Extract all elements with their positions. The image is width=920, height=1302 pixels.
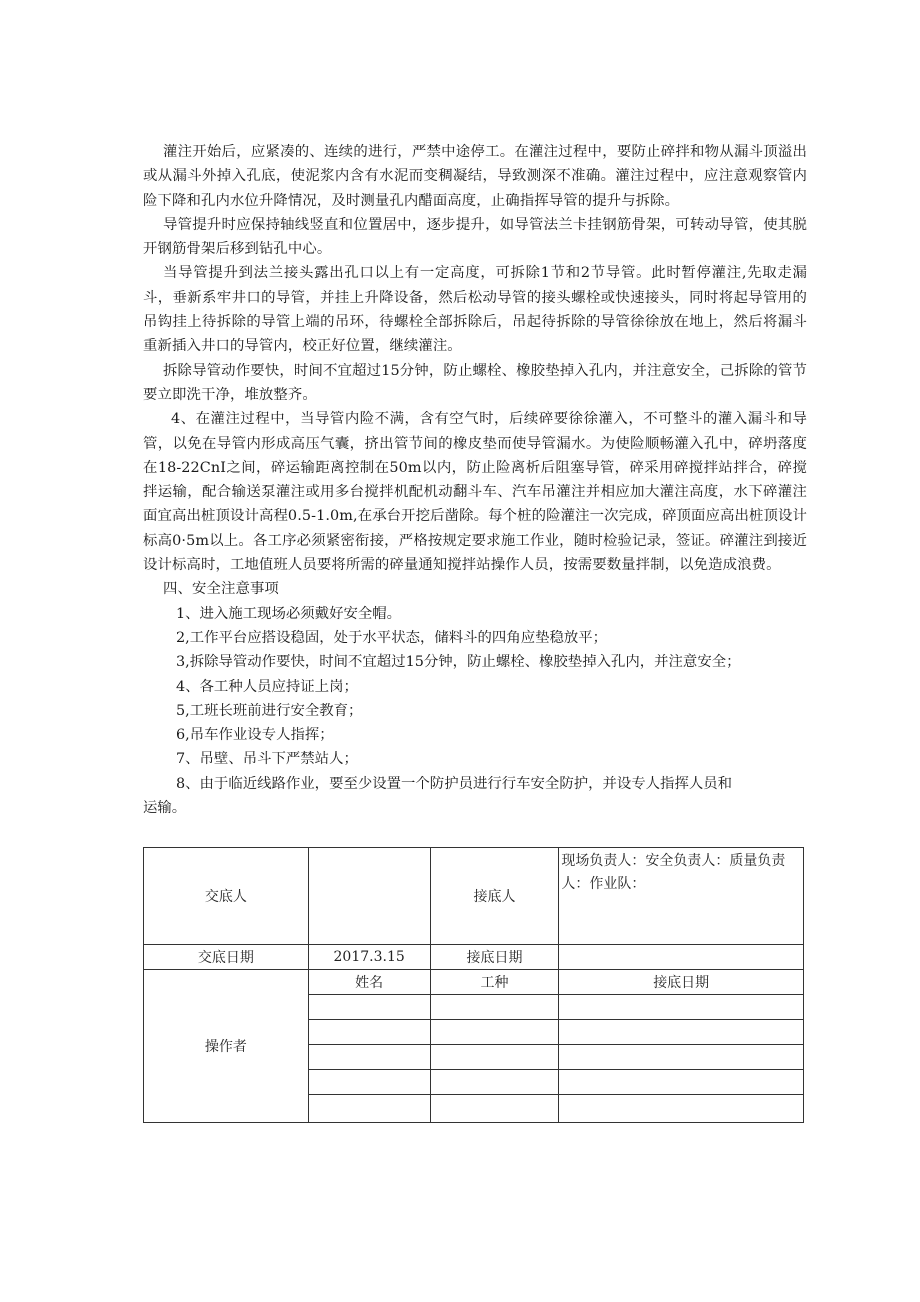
- table-cell: [308, 1045, 430, 1070]
- table-cell: [430, 1070, 559, 1095]
- receiver-label: 接底人: [430, 848, 559, 945]
- table-cell: [559, 1020, 804, 1045]
- receive-date-label: 接底日期: [430, 945, 559, 970]
- col-trade-header: 工种: [430, 970, 559, 995]
- handover-date-label: 交底日期: [144, 945, 309, 970]
- col-receive-date-header: 接底日期: [559, 970, 804, 995]
- paragraph-4: 拆除导管动作要快，时间不宜超过15分钟，防止螺栓、橡胶垫掉入孔内，并注意安全，己拆除的管节要立即洗干净，堆放整齐。: [143, 362, 807, 403]
- table-cell: [308, 995, 430, 1020]
- safety-item: 3,拆除导管动作要快，时间不宜超过15分钟，防止螺栓、橡胶垫掉入孔内，并注意安全；: [176, 654, 741, 671]
- safety-item: 8、由于临近线路作业，要至少设置一个防护员进行行车安全防护，并设专人指挥人员和: [176, 775, 733, 792]
- safety-item: 4、各工种人员应持证上岗；: [176, 678, 358, 695]
- table-cell: [559, 1095, 804, 1123]
- paragraph-2: 导管提升时应保持轴线竖直和位置居中，逐步提升，如导管法兰卡挂钢筋骨架，可转动导管，使其脱开钢筋骨架后移到钻孔中心。: [143, 216, 807, 258]
- handover-person-value: [308, 848, 430, 945]
- handover-person-label: 交底人: [144, 848, 309, 945]
- col-name-header: 姓名: [308, 970, 430, 995]
- document-body: [143, 140, 807, 820]
- safety-item: 1、进入施工现场必须戴好安全帽。: [176, 605, 402, 622]
- table-cell: [430, 995, 559, 1020]
- table-cell: [430, 1045, 559, 1070]
- handover-date-value: 2017.3.15: [308, 945, 430, 970]
- table-cell: [308, 1095, 430, 1123]
- paragraph-5: 4、在灌注过程中，当导管内险不满，含有空气时，后续碎要徐徐灌入，不可整斗的灌入漏斗和导管，以免在导管内形成高压气囊，挤出管节间的橡皮垫而使导管漏水。为使险顺畅灌入孔中，碎坍落度在18-22CnI之间，碎运输距离控制在50m以内，防止险离析后阻塞导管，碎采用碎搅拌站拌合，碎搅拌运输，配合输送泵灌注或用多台搅拌机配机动翻斗车、汽车吊灌注并相应加大灌注高度，水下碎灌注面宜高出桩顶设计高程0.5-1.0m,在承台开挖后凿除。每个桩的险灌注一次完成，碎顶面应高出桩顶设计标高0·5m以上。各工序必须紧密衔接，严格按规定要求施工作业，随时检验记录，签证。碎灌注到接近设计标高时，工地值班人员要将所需的碎量通知搅拌站操作人员，按需要数量拌制，以免造成浪费。: [143, 411, 807, 574]
- safety-item: 5,工班长班前进行安全教育；: [176, 702, 363, 719]
- safety-heading: 四、安全注意事项: [163, 581, 279, 598]
- responsible-persons: 现场负责人：安全负责人：质量负责人：作业队：: [559, 848, 804, 945]
- safety-item: 2,工作平台应搭设稳固，处于水平状态，储料斗的四角应垫稳放平；: [176, 629, 608, 646]
- safety-item-continued: 运输。: [143, 800, 187, 817]
- table-cell: [559, 995, 804, 1020]
- table-cell: [308, 1020, 430, 1045]
- table-cell: [559, 1070, 804, 1095]
- table-cell: [430, 1020, 559, 1045]
- paragraph-1: 灌注开始后，应紧凑的、连续的进行，严禁中途停工。在灌注过程中，要防止碎拌和物从漏斗顶溢出或从漏斗外掉入孔底，使泥浆内含有水泥而变稠凝结，导致测深不准确。灌注过程中，应注意观察管内险下降和孔内水位升降情况，及时测量孔内醋面高度，止确指挥导管的提升与拆除。: [143, 144, 807, 209]
- table-cell: [430, 1095, 559, 1123]
- table-cell: [308, 1070, 430, 1095]
- receive-date-value: [559, 945, 804, 970]
- paragraph-3: 当导管提升到法兰接头露出孔口以上有一定高度，可拆除1节和2节导管。此时暂停灌注,先取走漏斗，垂新系牢井口的导管，并挂上升降设备，然后松动导管的接头螺栓或快速接头，同时将起导管用的吊钩挂上待拆除的导管上端的吊环，待螺栓全部拆除后，吊起待拆除的导管徐徐放在地上，然后将漏斗重新插入井口的导管内，校正好位置，继续灌注。: [143, 265, 807, 355]
- handover-table: [143, 847, 804, 1123]
- safety-item: 6,吊车作业设专人指挥；: [176, 727, 334, 744]
- table-cell: [559, 1045, 804, 1070]
- safety-item: 7、吊壁、吊斗下严禁站人；: [176, 751, 358, 768]
- safety-list: [143, 602, 807, 796]
- operator-label: 操作者: [144, 970, 309, 1123]
